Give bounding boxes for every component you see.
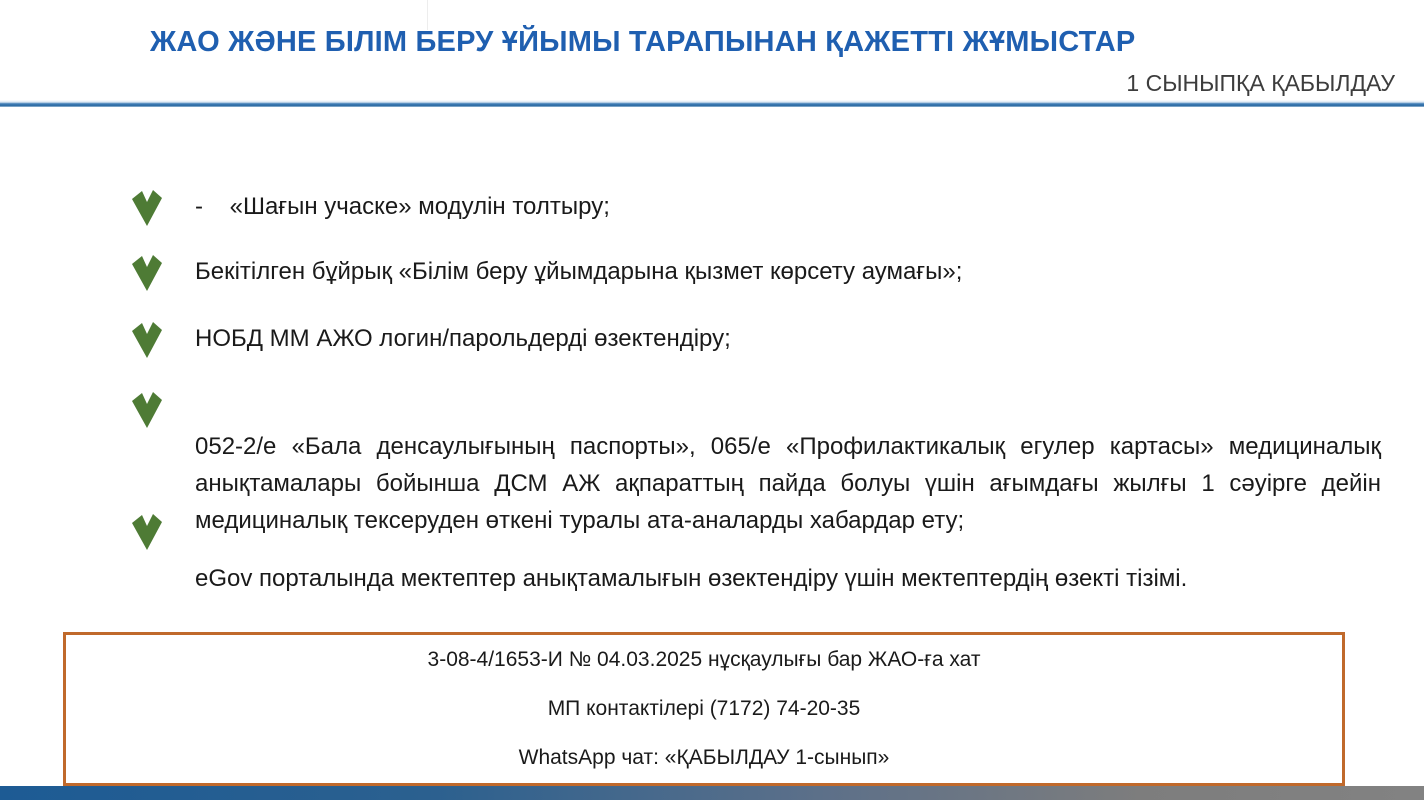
info-phone-contact: МП контактілері (7172) 74-20-35 [547, 697, 861, 720]
green-heart-check-icon [130, 390, 164, 430]
green-heart-check-icon [130, 253, 164, 293]
page-subtitle: 1 СЫНЫПҚА ҚАБЫЛДАУ [1126, 70, 1395, 96]
list-item: 052-2/е «Бала денсаулығының паспорты», 065/е «Профилактикалық егулер картасы» медициналық анықтамалары бойынша ДСМ АЖ ақпараттың пайда болуы үшін ағымдағы жылғы 1 сәуірге дейін медициналық тексеруден өткені туралы ата-аналарды хабардар ету; [195, 433, 1381, 534]
footer-gradient-bar [0, 786, 1424, 800]
list-item: - «Шағын учаске» модулін толтыру; [195, 193, 610, 220]
green-heart-check-icon [130, 320, 164, 360]
list-item: Бекітілген бұйрық «Білім беру ұйымдарына қызмет көрсету аумағы»; [195, 258, 963, 285]
info-letter-reference: 3-08-4/1653-И № 04.03.2025 нұсқаулығы бар ЖАО-ға хат [427, 648, 981, 671]
green-heart-check-icon [130, 188, 164, 228]
list-item: eGov порталында мектептер анықтамалығын өзектендіру үшін мектептердің өзекті тізімі. [195, 565, 1188, 592]
page-title: ЖАО ЖӘНЕ БІЛІМ БЕРУ ҰЙЫМЫ ТАРАПЫНАН ҚАЖЕТТІ ЖҰМЫСТАР [150, 26, 1136, 58]
info-whatsapp-chat: WhatsApp чат: «ҚАБЫЛДАУ 1-сынып» [518, 746, 890, 769]
list-item: НОБД ММ АЖО логин/парольдерді өзектендіру; [195, 325, 731, 352]
green-heart-check-icon [130, 512, 164, 552]
header-divider-line [0, 100, 1424, 107]
contact-info-box [63, 632, 1345, 786]
